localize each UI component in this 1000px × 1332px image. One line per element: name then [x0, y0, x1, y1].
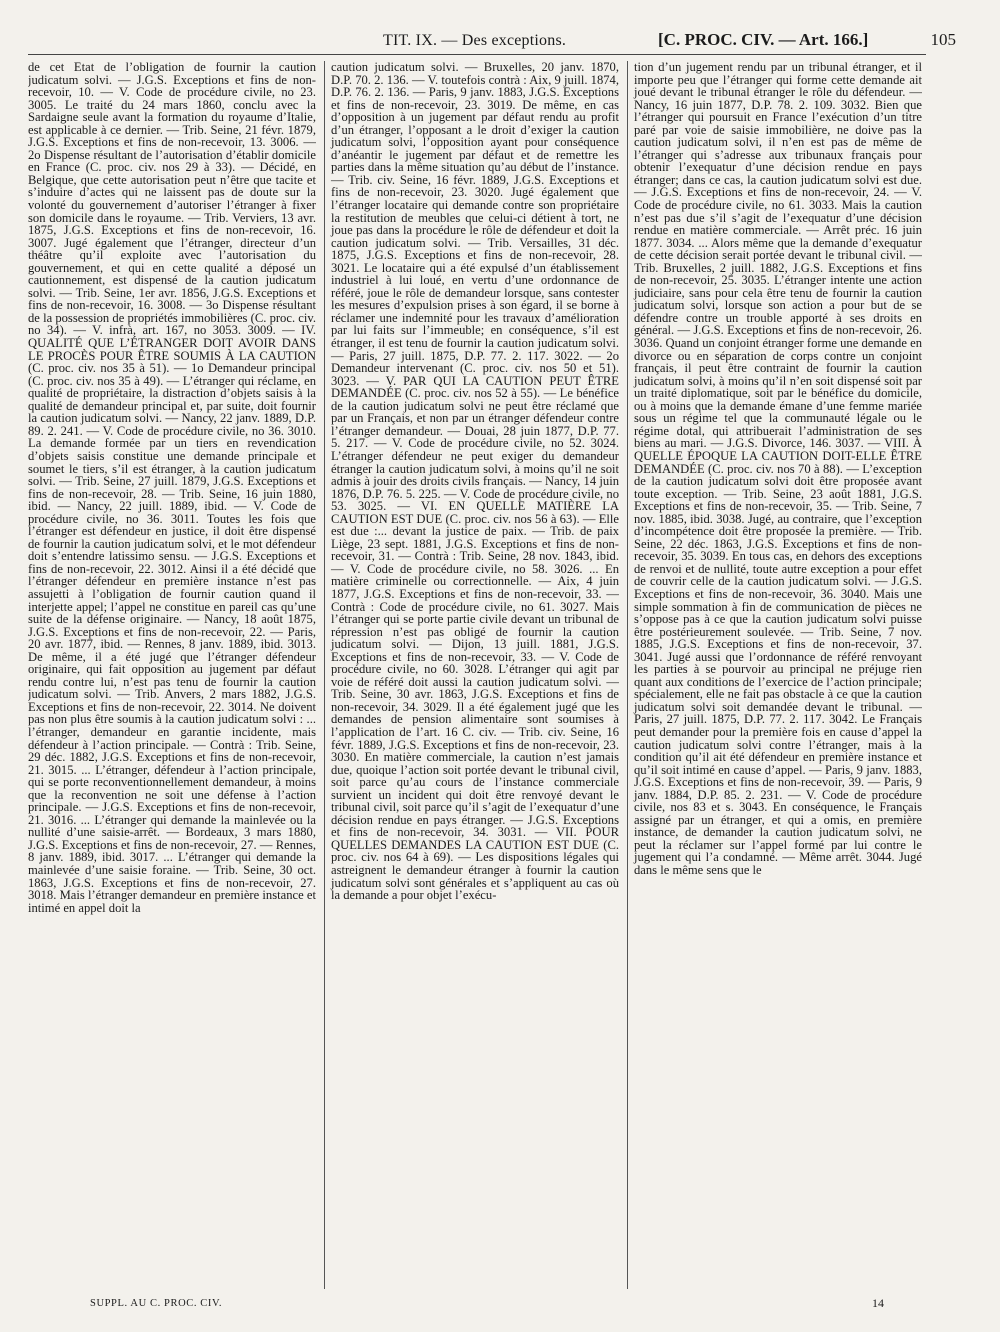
column-left-text: de cet Etat de l’obligation de fournir la caution judicatum solvi. — J.G.S. Exceptions et fins de non-recevoir, 10. — V. Code de procédure civile, no 23. 3005. Le traité du 24 mars 1860, conclu avec la Sardaigne seule avant la formation du royaume d’Italie, est applicable à ce dernier. — Trib. Seine, 21 févr. 1879, J.G.S. Exceptions et fins de non-recevoir, 13. 3006. — 2o Dispense résultant de l’autorisation d’établir domicile en France (C. proc. civ. nos 29 à 33). — Décidé, en Belgique, que cette autorisation peut n’être que tacite et s’induire d’actes qui ne laissent pas de doute sur la volonté du gouvernement d’autoriser l’étranger à fixer son domicile dans le royaume. — Trib. Verviers, 13 avr. 1875, J.G.S. Exceptions et fins de non-recevoir, 16. 3007. Jugé également que l’étranger, directeur d’un théâtre qu’il exploite avec l’autorisation du gouvernement, et qui en cette qualité a déposé un cautionnement, est dispensé de la caution judicatum solvi. — Trib. Seine, 1er avr. 1856, J.G.S. Exceptions et fins de non-recevoir, 16. 3008. — 3o Dispense résultant de la possession de propriétés immobilières (C. proc. civ. no 34). — V. infrà, art. 167, no 3053. 3009. — IV. QUALITÉ QUE L’ÉTRANGER DOIT AVOIR DANS LE PROCÈS POUR ÊTRE SOUMIS À LA CAUTION (C. proc. civ. nos 35 à 51). — 1o Demandeur principal (C. proc. civ. nos 35 à 49). — L’étranger qui réclame, en qualité de propriétaire, la distraction d’objets saisis à la qualité de demandeur principal et, par suite, doit fournir la caution judicatum solvi. — Nancy, 22 janv. 1889, D.P. 89. 2. 241. — V. Code de procédure civile, no 36. 3010. La demande formée par un tiers en revendication d’objets saisis constitue une demande principale et soumet le tiers, s’il est étranger, à la caution judicatum solvi. — Trib. Seine, 27 juill. 1879, J.G.S. Exceptions et fins de non-recevoir, 28. — Trib. Seine, 16 juin 1880, ibid. — Nancy, 22 juill. 1889, ibid. — V. Code de procédure civile, no 36. 3011. Toutes les fois que l’étranger est défendeur en justice, il doit être dispensé de fournir la caution judicatum solvi, et le mot défendeur doit s’entendre latissimo sensu. — J.G.S. Exceptions et fins de non-recevoir, 22. 3012. Ainsi il a été décidé que l’étranger défendeur en première instance n’est pas assujetti à l’obligation de fournir caution quand il interjette appel; l’appel ne constitue en pareil cas qu’une suite de la défense originaire. — Nancy, 18 août 1875, J.G.S. Exceptions et fins de non-recevoir, 22. — Paris, 20 avr. 1877, ibid. — Rennes, 8 janv. 1889, ibid. 3013. De même, il a été jugé que l’étranger défendeur originaire, qui fait opposition au jugement par défaut rendu contre lui, n’est pas tenu de fournir la caution judicatum solvi. — Trib. Anvers, 2 mars 1882, J.G.S. Exceptions et fins de non-recevoir, 22. 3014. Ne doivent pas non plus être soumis à la caution judicatum solvi : ... l’étranger, demandeur en garantie incidente, mais défendeur à l’action principale. — Contrà : Trib. Seine, 29 déc. 1882, J.G.S. Exceptions et fins de non-recevoir, 21. 3015. ... L’étranger, défendeur à l’action principale, qui se porte reconventionnellement demandeur, à moins que la reconvention ne soit une défense à l’action principale. — J.G.S. Exceptions et fins de non-recevoir, 21. 3016. ... L’étranger qui demande la mainlevée ou la nullité d’une saisie-arrêt. — Bordeaux, 3 mars 1880, J.G.S. Exceptions et fins de non-recevoir, 27. — Rennes, 8 janv. 1889, ibid. 3017. ... L’étranger qui demande la mainlevée d’une saisie foraine. — Trib. Seine, 30 oct. 1863, J.G.S. Exceptions et fins de non-recevoir, 27. 3018. Mais l’étranger demandeur en première instance et intimé en appel doit la [28, 61, 316, 915]
page-number: 105 [930, 30, 956, 49]
footer-signature: 14 [872, 1296, 884, 1310]
header-article-ref: [C. PROC. CIV. — Art. 166.] [658, 30, 869, 49]
footer-volume-label: SUPPL. AU C. PROC. CIV. [90, 1298, 223, 1309]
column-middle-text: caution judicatum solvi. — Bruxelles, 20 janv. 1870, D.P. 70. 2. 136. — V. toutefois contrà : Aix, 9 juill. 1874, D.P. 76. 2. 136. — Paris, 9 janv. 1883, J.G.S. Exceptions et fins de non-recevoir, 23. 3019. De même, en cas d’opposition à un jugement par défaut rendu au profit d’un étranger, l’opposant a le droit d’exiger la caution judicatum solvi, l’opposition ayant pour conséquence d’anéantir le jugement par défaut et de remettre les parties dans la même situation qu’au début de l’instance. — Trib. civ. Seine, 16 févr. 1889, J.G.S. Exceptions et fins de non-recevoir, 23. 3020. Jugé également que l’étranger locataire qui demande contre son propriétaire la restitution de meubles que celui-ci détient à tort, ne joue pas dans la procédure le rôle de défendeur et doit la caution judicatum solvi. — Trib. Versailles, 31 déc. 1875, J.G.S. Exceptions et fins de non-recevoir, 28. 3021. Le locataire qui a été expulsé d’un établissement industriel à lui loué, en vertu d’une ordonnance de référé, joue le rôle de demandeur lorsque, sans contester les mesures d’expulsion prises à son égard, il se borne à réclamer une indemnité pour les travaux d’amélioration par lui faits sur l’immeuble; en conséquence, s’il est étranger, il est tenu de fournir la caution judicatum solvi. — Paris, 27 juill. 1875, D.P. 77. 2. 117. 3022. — 2o Demandeur intervenant (C. proc. civ. nos 50 et 51). 3023. — V. PAR QUI LA CAUTION PEUT ÊTRE DEMANDÉE (C. proc. civ. nos 52 à 55). — Le bénéfice de la caution judicatum solvi ne peut être réclamé que par un Français, et non par un étranger défendeur contre l’étranger demandeur. — Douai, 28 juin 1877, D.P. 77. 5. 217. — V. Code de procédure civile, no 52. 3024. L’étranger défendeur ne peut exiger du demandeur étranger la caution judicatum solvi, à moins qu’il ne soit admis à jouir des droits civils français. — Nancy, 14 juin 1876, D.P. 76. 5. 225. — V. Code de procédure civile, no 53. 3025. — VI. EN QUELLE MATIÈRE LA CAUTION EST DUE (C. proc. civ. nos 56 à 63). — Elle est due :... devant la justice de paix. — Trib. de paix Liège, 23 sept. 1881, J.G.S. Exceptions et fins de non-recevoir, 31. — Contrà : Trib. Seine, 28 nov. 1843, ibid. — V. Code de procédure civile, no 58. 3026. ... En matière criminelle ou correctionnelle. — Aix, 4 juin 1877, J.G.S. Exceptions et fins de non-recevoir, 33. — Contrà : Code de procédure civile, no 61. 3027. Mais l’étranger qui se porte partie civile devant un tribunal de répression n’est pas obligé de fournir la caution judicatum solvi. — Dijon, 13 juill. 1881, J.G.S. Exceptions et fins de non-recevoir, 33. — V. Code de procédure civile, no 60. 3028. L’étranger qui agit par voie de référé doit aussi la caution judicatum solvi. — Trib. Seine, 30 avr. 1863, J.G.S. Exceptions et fins de non-recevoir, 34. 3029. Il a été également jugé que les demandes de pension alimentaire sont soumises à l’application de l’art. 16 C. civ. — Trib. civ. Seine, 16 févr. 1889, J.G.S. Exceptions et fins de non-recevoir, 23. 3030. En matière commerciale, la caution n’est jamais due, quoique l’action soit portée devant le tribunal civil, soit parce qu’au cours de l’instance commerciale survient un incident qui doit être renvoyé devant le tribunal civil, soit parce qu’il s’agit de l’exequatur d’une décision rendue en pays étranger. — J.G.S. Exceptions et fins de non-recevoir, 34. 3031. — VII. POUR QUELLES DEMANDES LA CAUTION EST DUE (C. proc. civ. nos 64 à 69). — Les dispositions légales qui astreignent le demandeur étranger à fournir la caution judicatum solvi sont générales et s’appliquent au cas où la demande a pour objet l’exécu- [331, 61, 619, 903]
header-title: TIT. IX. — Des exceptions. [383, 32, 567, 49]
text-columns [28, 61, 922, 1289]
column-left [28, 61, 316, 1289]
column-middle [324, 61, 619, 1289]
header-rule [28, 54, 926, 55]
column-right-text: tion d’un jugement rendu par un tribunal étranger, et il importe peu que l’étranger qui forme cette demande ait joué devant le tribunal étranger le rôle du défendeur. — Nancy, 16 juin 1877, D.P. 78. 2. 109. 3032. Bien que l’étranger qui poursuit en France l’exécution d’un titre paré par voie de saisie immobilière, ne doive pas la caution judicatum solvi, il n’en est pas de même de l’étranger qui s’adresse aux tribunaux français pour obtenir l’exequatur d’une décision rendue en pays étranger; dans ce cas, la caution judicatum solvi est due. — J.G.S. Exceptions et fins de non-recevoir, 24. — V. Code de procédure civile, no 61. 3033. Mais la caution n’est pas due s’il s’agit de l’exequatur d’une décision rendue en matière commerciale. — Arrêt préc. 16 juin 1877. 3034. ... Alors même que la demande d’exequatur de cette décision serait portée devant le tribunal civil. — Trib. Bruxelles, 2 juill. 1882, J.G.S. Exceptions et fins de non-recevoir, 25. 3035. L’étranger intente une action judiciaire, sans pour cela être tenu de fournir la caution judicatum solvi, lorsque son action a pour but de se défendre contre un trouble apporté à ses droits en général. — J.G.S. Exceptions et fins de non-recevoir, 26. 3036. Quand un conjoint étranger forme une demande en divorce ou en séparation de corps contre un conjoint français, il peut être contraint de fournir la caution judicatum solvi, à moins qu’il n’en soit dispensé soit par un traité diplomatique, soit par le bénéfice du domicile, ou à moins que la demande émane d’une femme mariée sous un régime tel que la communauté légale ou le régime dotal, qui attribuerait l’administration de ses biens au mari. — J.G.S. Divorce, 146. 3037. — VIII. À QUELLE ÉPOQUE LA CAUTION DOIT-ELLE ÊTRE DEMANDÉE (C. proc. civ. nos 70 à 88). — L’exception de la caution judicatum solvi doit être proposée avant toute exception. — Trib. Seine, 23 août 1881, J.G.S. Exceptions et fins de non-recevoir, 35. — Trib. Seine, 7 nov. 1885, ibid. 3038. Jugé, au contraire, que l’exception d’incompétence doit être proposée la première. — Trib. Seine, 22 déc. 1863, J.G.S. Exceptions et fins de non-recevoir, 35. 3039. En tous cas, en dehors des exceptions de renvoi et de nullité, toute autre exception a pour effet de couvrir celle de la caution judicatum solvi. — J.G.S. Exceptions et fins de non-recevoir, 36. 3040. Mais une simple sommation à fin de communication de pièces ne s’oppose pas à ce que la caution judicatum solvi puisse être postérieurement soulevée. — Trib. Seine, 7 nov. 1885, J.G.S. Exceptions et fins de non-recevoir, 37. 3041. Jugé aussi que l’ordonnance de référé renvoyant les parties à se pourvoir au principal ne préjuge rien quant aux conditions de l’exercice de l’action principale; spécialement, elle ne fait pas obstacle à ce que la caution judicatum solvi soit demandée devant le tribunal. — Paris, 27 juill. 1875, D.P. 77. 2. 117. 3042. Le Français peut demander pour la première fois en cause d’appel la caution judicatum solvi contre l’étranger, mais à la condition qu’il ait été défendeur en première instance et qu’il soit intimé en cause d’appel. — Paris, 9 janv. 1883, J.G.S. Exceptions et fins de non-recevoir, 39. — Paris, 9 janv. 1884, D.P. 85. 2. 231. — V. Code de procédure civile, nos 83 et s. 3043. En conséquence, le Français assigné par un étranger, et qui a omis, en première instance, de demander la caution judicatum solvi, ne peut la réclamer sur l’appel formé par lui contre le jugement qui l’a condamné. — Même arrêt. 3044. Jugé dans le même sens que le [634, 61, 922, 877]
running-header [28, 26, 956, 52]
column-right [627, 61, 922, 1289]
